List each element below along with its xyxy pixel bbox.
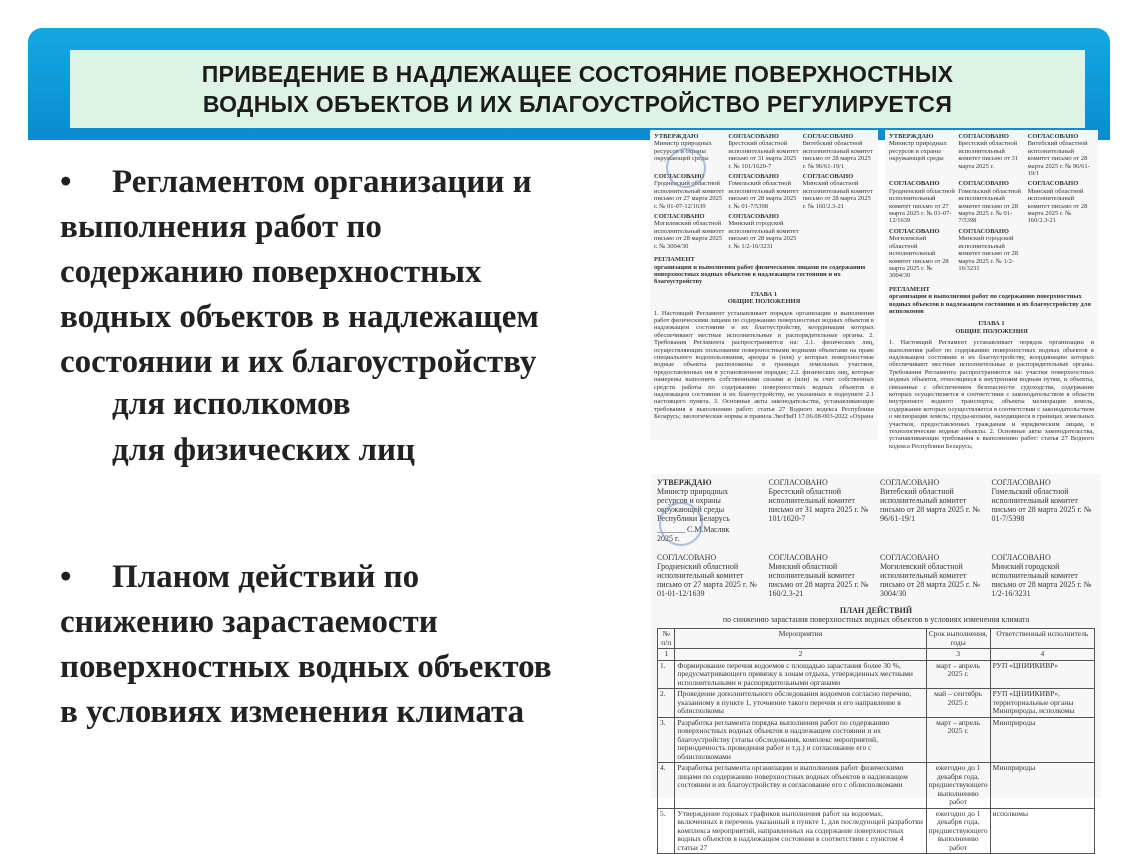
approval-block: СОГЛАСОВАНО Гродненский областной исполнительный комитет письмо от 27 марта 2025 г. № 01-01-12/1639: [657, 553, 757, 598]
bullet-marker: •: [60, 164, 72, 200]
approval-block: СОГЛАСОВАНО Гомельский областной исполнительный комитет письмо от 28 марта 2025 г. № 01-7/5398: [991, 478, 1092, 523]
approval-block: СОГЛАСОВАНО Минский областной исполнительный комитет письмо от 28 марта 2025 г. № 160/2.3-21: [1027, 180, 1088, 225]
stamp-seal: [666, 148, 706, 188]
bullet-line: снижению зарастаемости: [60, 604, 438, 640]
slide-title-line-1: ПРИВЕДЕНИЕ В НАДЛЕЖАЩЕЕ СОСТОЯНИЕ ПОВЕРХНОСТНЫХ: [201, 61, 954, 87]
approval-block: СОГЛАСОВАНО Брестский областной исполнительный комитет письмо от 31 марта 2025 г.: [958, 133, 1018, 170]
approval-block: СОГЛАСОВАНО Гродненский областной исполнительный комитет письмо от 27 марта 2025 г. № 01-07-12/1639: [654, 173, 725, 210]
table-row: 2. Проведение дополнительного обследования водоемов согласно перечню, указанному в пункте 1, уточнение такого перечня и его направление в облисполкомы май – сентябрь 2025 г. РУП «ЦНИИКИВР», территориальные органы Минприроды, исполкомы: [658, 689, 1095, 718]
approval-block: СОГЛАСОВАНО Минский городской исполнительный комитет письмо от 28 марта 2025 г. № 1/2-16/3231: [728, 213, 799, 250]
plan-title: ПЛАН ДЕЙСТВИЙ: [839, 606, 913, 615]
approval-block: СОГЛАСОВАНО Могилевский областной исполнительный комитет письмо от 28 марта 2025 г. № 3004/30: [654, 213, 725, 250]
slide-title-line-2: ВОДНЫХ ОБЪЕКТОВ И ИХ БЛАГОУСТРОЙСТВО РЕГУЛИРУЕТСЯ: [202, 91, 953, 117]
approval-block: СОГЛАСОВАНО Минский городской исполнительный комитет письмо от 28 марта 2025 г. № 1/2-16/3231: [991, 553, 1092, 598]
approval-block: СОГЛАСОВАНО Минский областной исполнительный комитет письмо от 28 марта 2025 г. № 160/2.3-21: [802, 173, 873, 210]
chapter-title: ОБЩИЕ ПОЛОЖЕНИЯ: [955, 327, 1028, 335]
document-title: РЕГЛАМЕНТ: [654, 256, 695, 264]
document-subtitle: организации и выполнения работ физическими лицами по содержанию поверхностных водных объектов в надлежащем состоянии и их благоустройству: [654, 263, 866, 286]
bullet-line: в условиях изменения климата: [60, 694, 525, 730]
table-row: 1. Формирование перечня водоемов с площадью зарастания более 30 %, предусматривающего привязку к зонам отдыха, утвержденных местными исполнительными и распорядительными органами март – апрель 2025 г. РУП «ЦНИИКИВР»: [658, 660, 1095, 689]
chapter-title: ОБЩИЕ ПОЛОЖЕНИЯ: [727, 298, 801, 306]
bullet-line: состоянии и их благоустройству: [60, 344, 537, 380]
approval-block: СОГЛАСОВАНО Витебский областной исполнительный комитет письмо от 28 марта 2025 г. № 96/61-19/1: [1027, 133, 1090, 178]
chapter-number: ГЛАВА 1: [978, 320, 1005, 328]
bullet-line: поверхностных водных объектов: [60, 649, 552, 685]
regulation-individuals-document: [650, 130, 878, 440]
approval-block: СОГЛАСОВАНО Витебский областной исполнительный комитет письмо от 28 марта 2025 г. № 96/61-19/1: [880, 478, 980, 523]
approval-block: СОГЛАСОВАНО Гомельский областной исполнительный комитет письмо от 28 марта 2025 г. № 01-7/5398: [728, 173, 799, 210]
stamp-seal: [659, 502, 703, 546]
approval-block: СОГЛАСОВАНО Брестский областной исполнительный комитет письмо от 31 марта 2025 г. № 101/1620-7: [728, 133, 799, 170]
bullet-line: выполнения работ по: [60, 209, 382, 245]
slide-title: [70, 50, 1085, 128]
chapter-number: ГЛАВА 1: [750, 290, 778, 298]
regulation-executive-committees-document: [885, 130, 1098, 450]
document-subtitle: организации и выполнения работ по содержанию поверхностных водных объектов в надлежащем состоянии и их благоустройству для исполкомов: [889, 293, 1091, 315]
plan-table: [657, 628, 1095, 854]
bullet-line: • Планом действий по: [60, 555, 637, 600]
approval-block: СОГЛАСОВАНО Минский областной исполнительный комитет письмо от 28 марта 2025 г. № 160/2.3-21: [768, 553, 869, 598]
approval-block: СОГЛАСОВАНО Гродненский областной исполнительный комитет письмо от 27 марта 2025 г. № 01-07-12/1639: [889, 180, 955, 225]
bullet-line: водных объектов в надлежащем: [60, 299, 539, 335]
approval-block: УТВЕРЖДАЮ Министр природных ресурсов и охраны окружающей среды Республики Беларусь _______ С.М.Масляк 2025 г.: [657, 478, 730, 543]
approval-block: СОГЛАСОВАНО Гомельский областной исполнительный комитет письмо от 28 марта 2025 г. № 01-7/5398: [958, 180, 1021, 225]
table-row: 3. Разработка регламента порядка выполнения работ по содержанию поверхностных водных объектов в надлежащем состоянии и их благоустройству (этапы обследования, комплекс мероприятий, периодичность проведения работ и т.д.) и согласование его с облисполкомами март – апрель 2025 г. Минприроды: [658, 717, 1095, 763]
table-header-row: № п/п Мероприятия Срок выполнения, годы Ответственный исполнитель: [658, 629, 1095, 649]
plan-subtitle: по снижению зарастания поверхностных водных объектов в условиях изменения климата: [722, 615, 1030, 624]
sub-item-individuals: для физических лиц: [112, 432, 416, 468]
approval-block: СОГЛАСОВАНО Витебский областной исполнительный комитет письмо от 28 марта 2025 г. № 96/61-19/1: [802, 133, 873, 170]
table-index-row: 1 2 3 4: [658, 649, 1095, 661]
bullet-line: содержанию поверхностных: [60, 254, 482, 290]
approval-block: УТВЕРЖДАЮ Министр природных ресурсов и охраны окружающей среды: [889, 133, 947, 163]
approval-block: УТВЕРЖДАЮ Министр природных ресурсов и охраны окружающей среды: [654, 133, 712, 163]
approval-block: СОГЛАСОВАНО Могилевский областной исполнительный комитет письмо от 28 марта 2025 г. № 3004/30: [880, 553, 980, 598]
action-plan-document: [651, 474, 1101, 852]
approval-block: СОГЛАСОВАНО Могилевский областной исполнительный комитет письмо от 28 марта 2025 г. № 3004/30: [889, 227, 949, 280]
table-row: 5. Утверждение годовых графиков выполнения работ на водоемах, включенных в перечень указанный в пункте 1, для последующей разработки комплекса мероприятий, направленных на содержание поверхностных водных объектов в надлежащем состоянии в соответствии с пунктом 4 статьи 27 ежегодно до 1 декабря года, предшествующего выполнению работ исполкомы: [658, 808, 1095, 854]
bullet-marker: •: [60, 559, 72, 595]
approval-block: СОГЛАСОВАНО Брестский областной исполнительный комитет письмо от 31 марта 2025 г. № 101/1620-7: [768, 478, 869, 523]
document-title: РЕГЛАМЕНТ: [889, 285, 930, 293]
table-row: 4. Разработка регламента организации и выполнения работ физическими лицами по содержанию поверхностных водных объектов в надлежащем состоянии и их благоустройству и согласование его с облисполкомами ежегодно до 1 декабря года, предшествующего выполнению работ Минприроды: [658, 763, 1095, 809]
bullet-line: • Регламентом организации и: [60, 160, 637, 205]
document-body: 1. Настоящий Регламент устанавливает порядок организации и выполнения работ физическими лицами по содержанию поверхностных водных объектов в надлежащем состоянии и их благоустройству, координации которых обеспечивают местные исполнительные и распорядительные органы. 2. Требования Регламента распространяются на: 2.1. физических лиц, осуществляющих пользование поверхностными водными объектами на праве специального водопользования, аренды и (или) у которых поверхностные водные объекты расположены в границах земельных участков, предоставленных им в установленном порядке; 2.2. физических лиц, которые намерены выполнить собственными силами и (или) за счет собственных средств работы по содержанию поверхностных водных объектов в надлежащем состоянии и их благоустройству, не указанных в подпункте 2.1 настоящего пункта. 3. Основные акты законодательства, устанавливающие требования к выполнению работ: статья 27 Водного кодекса Республики Беларусь; экологические нормы и правила ЭкоНиП 17.06.08-003-2022 «Охрана: [654, 309, 874, 421]
sub-item-executive-committees: для исполкомов: [112, 386, 351, 422]
bullet-action-plan: [60, 555, 637, 735]
document-body: 1. Настоящий Регламент устанавливает порядок организации и выполнения работ по содержанию поверхностных водных объектов в надлежащем состоянии и их благоустройству, координацию которых обеспечивают местные исполнительные и распорядительные органы. Требования Регламента распространяются на: участки поверхностных водных объектов, относящиеся к внутренним водным путям, и объекты, связанные с обеспечением безопасности судоходства, содержание которых осуществляется в соответствии с законодательством в области внутреннего водного транспорта; объекты мелиорации земель, содержание которых осуществляется в соответствии с законодательством о мелиорации земель; пруды-копани, находящиеся в границах земельных участков, предоставленных гражданам и юридическим лицам, и технологические водные объекты. 2. Основные акты законодательства, устанавливающие требования к выполнению работ: статья 27 Водного кодекса Республики Беларусь;: [889, 339, 1094, 450]
bullet-regulation: [60, 160, 637, 385]
approval-block: СОГЛАСОВАНО Минский городской исполнительный комитет письмо от 28 марта 2025 г. № 1/2-16/3231: [958, 227, 1018, 272]
